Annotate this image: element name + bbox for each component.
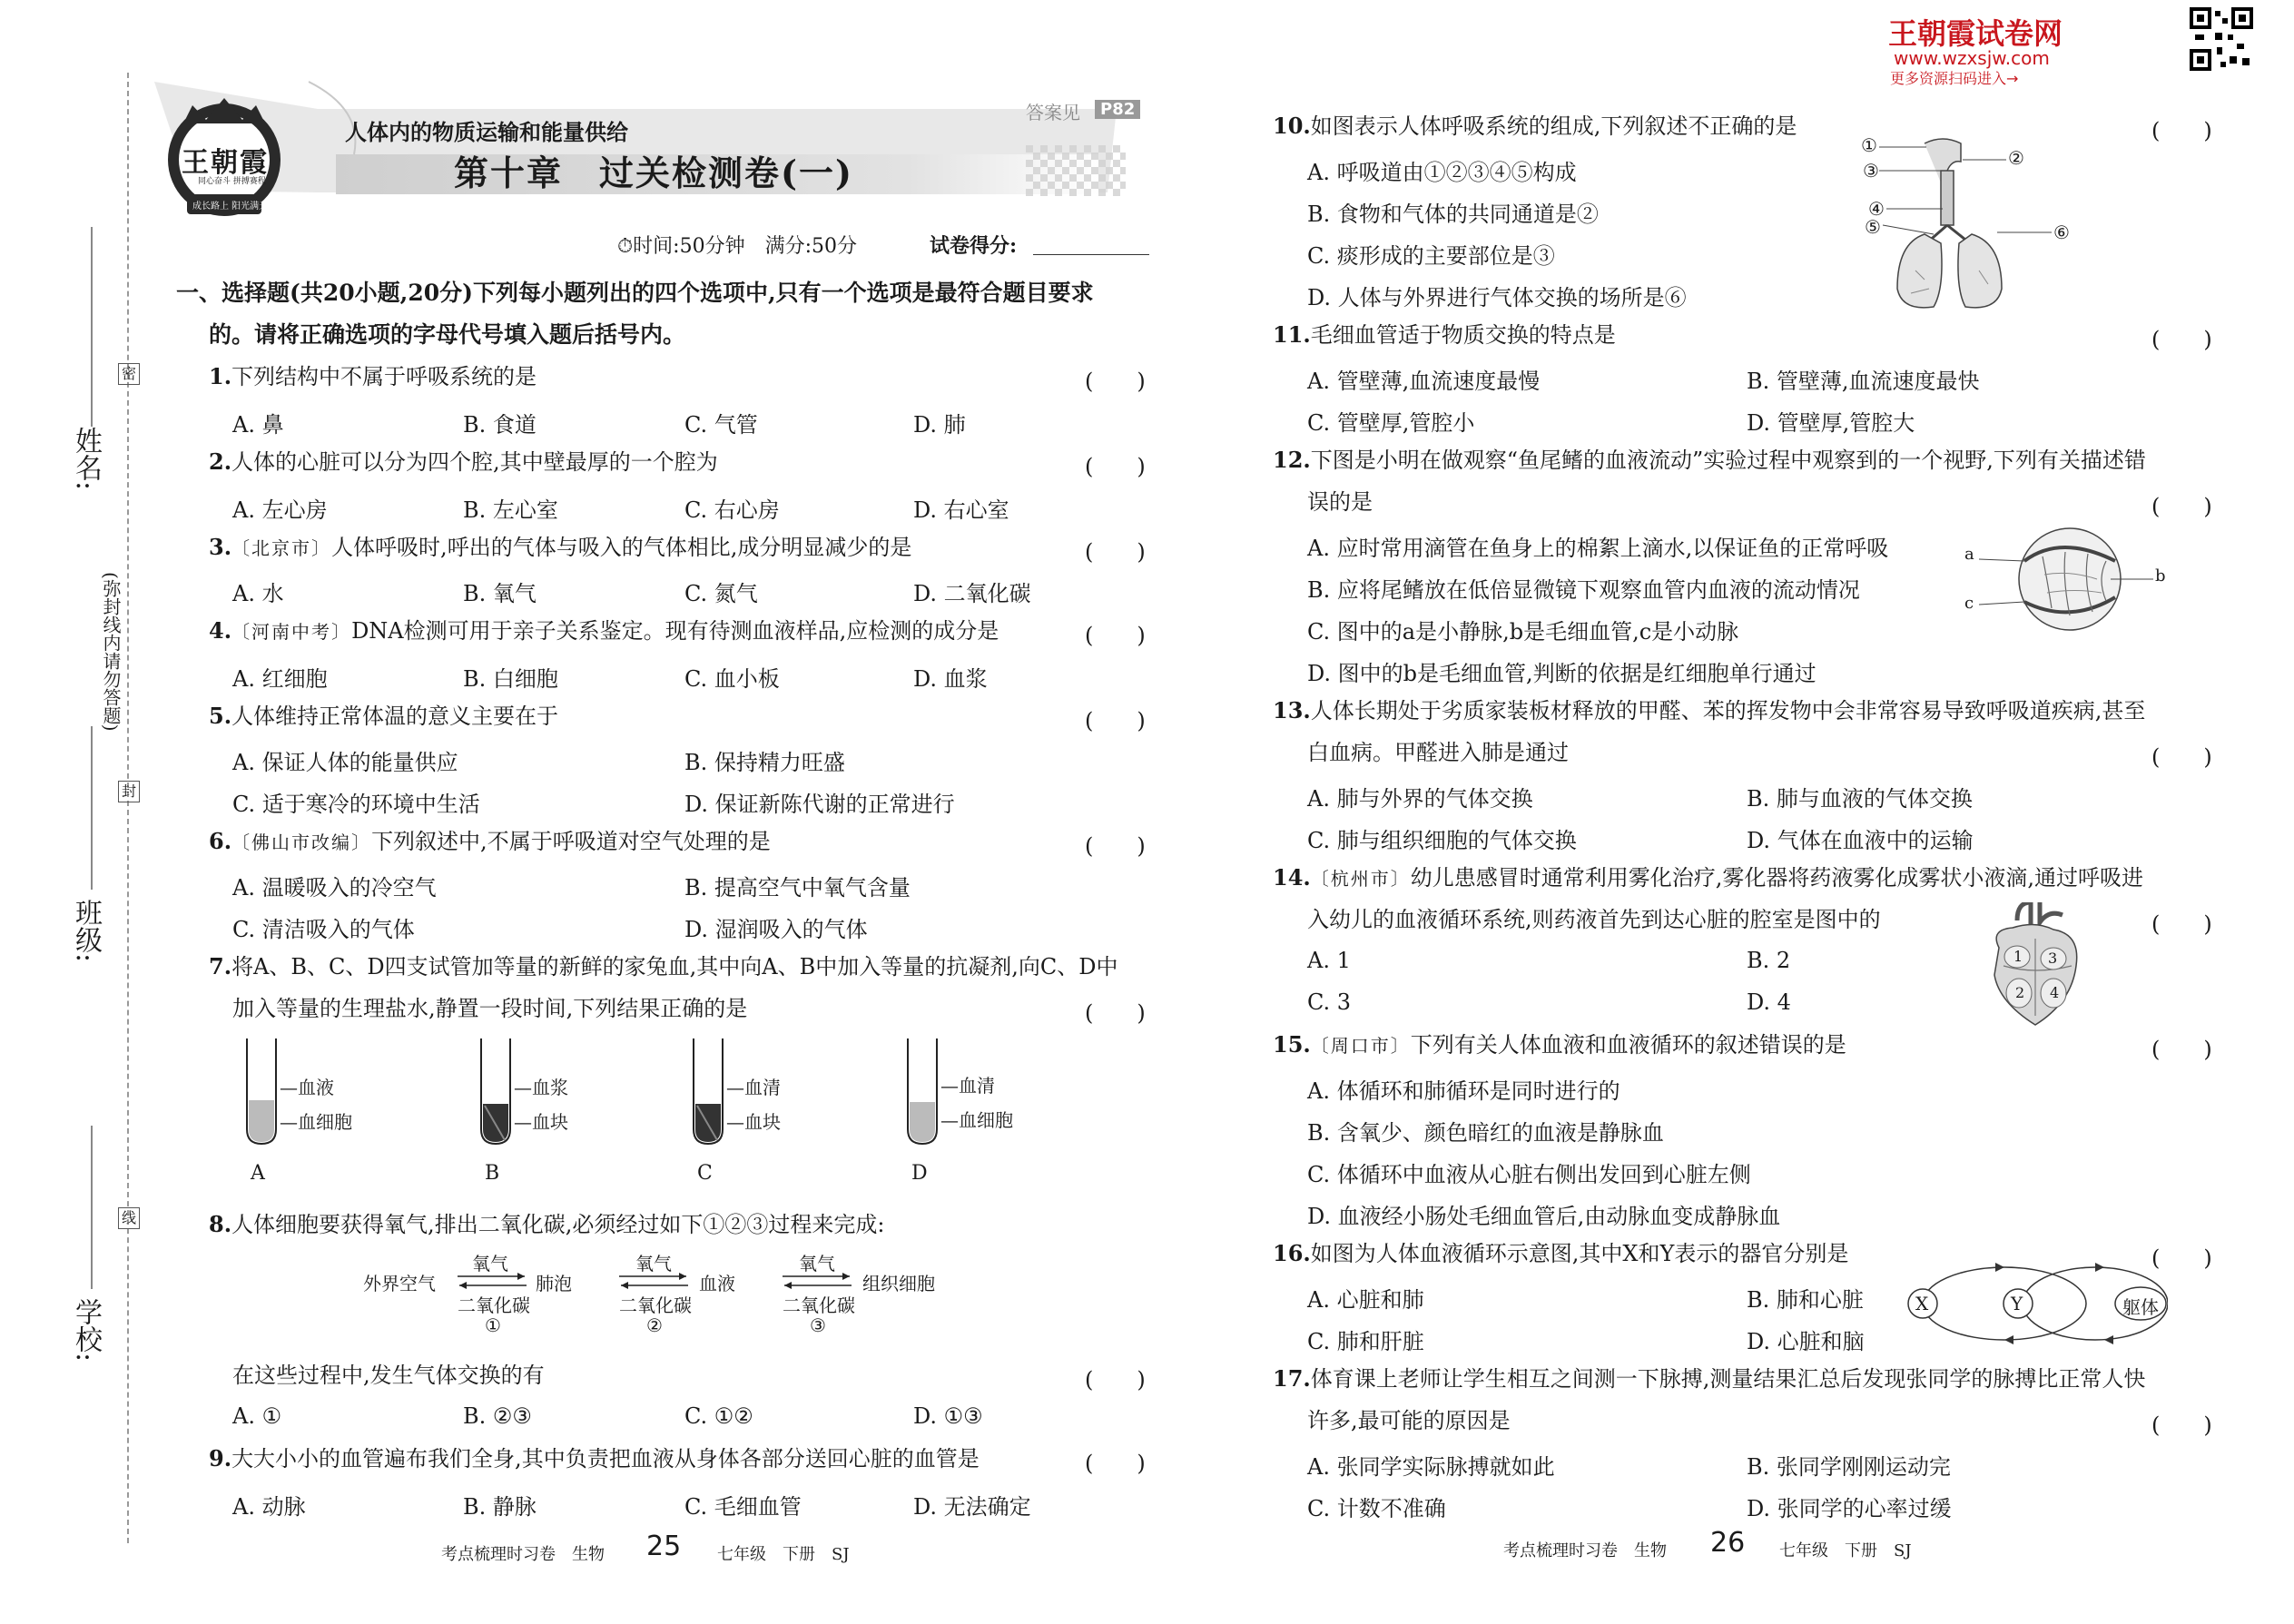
logo-sub1: 同心奋斗 拼搏赛程 bbox=[198, 177, 266, 186]
question-text: 下列叙述中,不属于呼吸道对空气处理的是 bbox=[371, 829, 771, 854]
source-tag: 〔周口市〕 bbox=[1310, 1035, 1411, 1057]
question-13-line2: 白血病。甲醛进入肺是通过 bbox=[1307, 740, 1569, 765]
option-1a[interactable]: A. 鼻 bbox=[232, 412, 284, 438]
question-number: 1. bbox=[209, 363, 232, 389]
question-number: 11. bbox=[1273, 321, 1311, 348]
question-number: 15. bbox=[1273, 1031, 1311, 1058]
option-11b[interactable]: B. 管壁薄,血流速度最快 bbox=[1747, 369, 1980, 394]
option-9c[interactable]: C. 毛细血管 bbox=[684, 1494, 802, 1520]
option-3b[interactable]: B. 氧气 bbox=[463, 581, 537, 606]
tube-figure-d: —血清 —血细胞 D bbox=[899, 1038, 1035, 1193]
option-1c[interactable]: C. 气管 bbox=[684, 412, 758, 438]
heart-label-3: 3 bbox=[2048, 950, 2058, 967]
respiratory-system-figure bbox=[1861, 134, 2097, 316]
option-6d[interactable]: D. 湿润吸入的气体 bbox=[684, 917, 868, 942]
gas-exchange-flow bbox=[363, 1249, 999, 1340]
answer-blank-12[interactable]: ( ) bbox=[2151, 494, 2212, 519]
flow-node-cells: 组织细胞 bbox=[862, 1273, 935, 1294]
option-16c[interactable]: C. 肺和肝脏 bbox=[1307, 1329, 1424, 1354]
resp-label-2: ② bbox=[2008, 147, 2024, 169]
question-17 bbox=[1273, 1365, 2145, 1393]
answer-blank-5[interactable]: ( ) bbox=[1085, 708, 1146, 733]
option-1d[interactable]: D. 肺 bbox=[913, 412, 966, 438]
option-10c[interactable]: C. 痰形成的主要部位是③ bbox=[1307, 243, 1555, 269]
answer-blank-17[interactable]: ( ) bbox=[2151, 1412, 2212, 1438]
option-15a[interactable]: A. 体循环和肺循环是同时进行的 bbox=[1307, 1078, 1620, 1104]
option-4c[interactable]: C. 血小板 bbox=[684, 666, 780, 692]
resp-label-1: ① bbox=[1861, 134, 1877, 156]
option-11d[interactable]: D. 管壁厚,管腔大 bbox=[1747, 410, 1915, 436]
fin-label-b: b bbox=[2155, 566, 2166, 586]
option-17d[interactable]: D. 张同学的心率过缓 bbox=[1747, 1496, 1952, 1521]
option-15b[interactable]: B. 含氧少、颜色暗红的血液是静脉血 bbox=[1307, 1120, 1664, 1146]
answer-blank-4[interactable]: ( ) bbox=[1085, 623, 1146, 648]
flow-down-3: 二氧化碳 bbox=[783, 1294, 855, 1316]
answer-blank-1[interactable]: ( ) bbox=[1085, 369, 1146, 394]
option-2d[interactable]: D. 右心室 bbox=[913, 497, 1009, 523]
answer-blank-16[interactable]: ( ) bbox=[2151, 1245, 2212, 1271]
circ-label-x: X bbox=[1915, 1293, 1929, 1314]
footer-right-series: 考点梳理时习卷 生物 bbox=[1503, 1541, 1667, 1560]
option-10a[interactable]: A. 呼吸道由①②③④⑤构成 bbox=[1307, 160, 1577, 185]
question-number: 2. bbox=[209, 448, 232, 475]
class-label: 班级: bbox=[70, 899, 102, 963]
tube-d-top: 血清 bbox=[959, 1075, 995, 1097]
tube-figure-a: —血液 —血细胞 A bbox=[238, 1038, 374, 1193]
question-number: 16. bbox=[1273, 1240, 1311, 1266]
answer-blank-9[interactable]: ( ) bbox=[1085, 1451, 1146, 1476]
tube-d-letter: D bbox=[911, 1162, 928, 1185]
score-field[interactable] bbox=[1033, 254, 1149, 255]
qr-code-icon[interactable] bbox=[2190, 7, 2253, 71]
question-7-line2: 加入等量的生理盐水,静置一段时间,下列结果正确的是 bbox=[232, 996, 748, 1021]
question-text: 如图为人体血液循环示意图,其中X和Y表示的器官分别是 bbox=[1310, 1241, 1849, 1266]
source-tag: 〔河南中考〕 bbox=[231, 621, 352, 643]
question-12 bbox=[1273, 447, 2146, 474]
footer-left-grade: 七年级 下册 SJ bbox=[717, 1545, 850, 1564]
option-4a[interactable]: A. 红细胞 bbox=[232, 666, 328, 692]
question-number: 6. bbox=[209, 828, 232, 854]
flow-up-3: 氧气 bbox=[799, 1253, 835, 1275]
question-text: 人体呼吸时,呼出的气体与吸入的气体相比,成分明显减少的是 bbox=[331, 535, 912, 560]
flow-up-2: 氧气 bbox=[635, 1253, 672, 1275]
question-12-line2: 误的是 bbox=[1307, 489, 1373, 515]
option-6a[interactable]: A. 温暖吸入的冷空气 bbox=[232, 875, 437, 901]
heart-label-1: 1 bbox=[2013, 948, 2023, 965]
answer-blank-7[interactable]: ( ) bbox=[1085, 1000, 1146, 1026]
source-tag: 〔佛山市改编〕 bbox=[231, 832, 372, 853]
option-16a[interactable]: A. 心脏和肺 bbox=[1307, 1287, 1424, 1313]
circ-label-body: 躯体 bbox=[2122, 1296, 2159, 1318]
option-9b[interactable]: B. 静脉 bbox=[463, 1494, 537, 1520]
circ-label-y: Y bbox=[2011, 1293, 2023, 1314]
resp-label-5: ⑤ bbox=[1865, 216, 1881, 238]
score-label: 试卷得分: bbox=[930, 234, 1018, 258]
question-number: 3. bbox=[209, 534, 232, 560]
option-17c[interactable]: C. 计数不准确 bbox=[1307, 1496, 1446, 1521]
chapter-subtitle: 人体内的物质运输和能量供给 bbox=[345, 119, 628, 145]
name-label: 姓名: bbox=[70, 427, 102, 491]
option-16d[interactable]: D. 心脏和脑 bbox=[1747, 1329, 1865, 1354]
tube-c-bottom: 血块 bbox=[744, 1111, 781, 1133]
question-text: 毛细血管适于物质交换的特点是 bbox=[1310, 322, 1616, 348]
option-12a[interactable]: A. 应时常用滴管在鱼身上的棉絮上滴水,以保证鱼的正常呼吸 bbox=[1307, 536, 1889, 561]
option-17b[interactable]: B. 张同学刚刚运动完 bbox=[1747, 1454, 1951, 1480]
resp-label-3: ③ bbox=[1863, 160, 1879, 182]
question-text: 人体长期处于劣质家装板材释放的甲醛、苯的挥发物中会非常容易导致呼吸道疾病,甚至 bbox=[1310, 698, 2146, 723]
question-text: 人体维持正常体温的意义主要在于 bbox=[231, 704, 559, 729]
option-2a[interactable]: A. 左心房 bbox=[232, 497, 328, 523]
watermark-url: www.wzxsjw.com bbox=[1894, 47, 2050, 69]
section-title-2: 的。请将正确选项的字母代号填入题后括号内。 bbox=[209, 321, 686, 348]
option-3a[interactable]: A. 水 bbox=[232, 581, 284, 606]
question-15 bbox=[1273, 1031, 1846, 1059]
option-13c[interactable]: C. 肺与组织细胞的气体交换 bbox=[1307, 828, 1577, 853]
question-16 bbox=[1273, 1240, 1848, 1267]
flow-step-1: ① bbox=[485, 1314, 501, 1336]
question-number: 17. bbox=[1273, 1365, 1311, 1392]
footer-left-page: 25 bbox=[646, 1530, 682, 1562]
blood-circulation-figure bbox=[1905, 1260, 2168, 1351]
tube-b-letter: B bbox=[485, 1162, 500, 1185]
option-9a[interactable]: A. 动脉 bbox=[232, 1494, 306, 1520]
watermark-hint: 更多资源扫码进入→ bbox=[1890, 70, 2019, 87]
section-title: 一、选择题(共20小题,20分)下列每小题列出的四个选项中,只有一个选项是最符合题目要求 bbox=[176, 280, 1094, 306]
seal-char-mi: 密 bbox=[118, 363, 140, 385]
option-5b[interactable]: B. 保持精力旺盛 bbox=[684, 750, 845, 775]
fish-fin-microscope-figure bbox=[1961, 525, 2170, 634]
seal-char-feng: 封 bbox=[118, 781, 140, 802]
flow-up-1: 氧气 bbox=[472, 1253, 508, 1275]
question-number: 8. bbox=[209, 1211, 232, 1237]
flow-node-blood: 血液 bbox=[699, 1273, 735, 1294]
option-5c[interactable]: C. 适于寒冷的环境中生活 bbox=[232, 792, 480, 817]
footer-right-grade: 七年级 下册 SJ bbox=[1779, 1541, 1912, 1560]
question-14 bbox=[1273, 864, 2143, 892]
question-text: 人体细胞要获得氧气,排出二氧化碳,必须经过如下①②③过程来完成: bbox=[231, 1212, 885, 1237]
watermark-brand: 王朝霞试卷网 bbox=[1888, 16, 2063, 51]
question-number: 10. bbox=[1273, 113, 1311, 139]
resp-label-6: ⑥ bbox=[2053, 221, 2070, 243]
option-12d[interactable]: D. 图中的b是毛细血管,判断的依据是红细胞单行通过 bbox=[1307, 661, 1816, 686]
question-number: 4. bbox=[209, 617, 232, 644]
tube-a-letter: A bbox=[251, 1162, 265, 1185]
option-11c[interactable]: C. 管壁厚,管腔小 bbox=[1307, 410, 1475, 436]
flow-node-alveoli: 肺泡 bbox=[536, 1273, 572, 1294]
question-11 bbox=[1273, 321, 1616, 349]
question-text: 幼儿患感冒时通常利用雾化治疗,雾化器将药液雾化成雾状小液滴,通过呼吸进 bbox=[1410, 865, 2144, 891]
option-6b[interactable]: B. 提高空气中氧气含量 bbox=[684, 875, 911, 901]
answer-blank-14[interactable]: ( ) bbox=[2151, 911, 2212, 937]
question-text: 下列有关人体血液和血液循环的叙述错误的是 bbox=[1410, 1032, 1846, 1058]
brand-logo bbox=[156, 87, 292, 223]
school-label: 学校: bbox=[70, 1298, 102, 1363]
footer-left-series: 考点梳理时习卷 生物 bbox=[441, 1545, 605, 1564]
answer-blank-3[interactable]: ( ) bbox=[1085, 539, 1146, 565]
option-6c[interactable]: C. 清洁吸入的气体 bbox=[232, 917, 415, 942]
option-2b[interactable]: B. 左心室 bbox=[463, 497, 558, 523]
option-11a[interactable]: A. 管壁薄,血流速度最慢 bbox=[1307, 369, 1541, 394]
option-9d[interactable]: D. 无法确定 bbox=[913, 1494, 1031, 1520]
question-number: 12. bbox=[1273, 447, 1311, 473]
question-text: 人体的心脏可以分为四个腔,其中壁最厚的一个腔为 bbox=[231, 449, 718, 475]
question-10 bbox=[1273, 113, 1797, 140]
question-17-line2: 许多,最可能的原因是 bbox=[1307, 1408, 1511, 1433]
question-number: 7. bbox=[209, 953, 232, 979]
answer-blank-6[interactable]: ( ) bbox=[1085, 833, 1146, 859]
question-7 bbox=[209, 953, 1117, 980]
school-line bbox=[91, 1126, 93, 1289]
option-13a[interactable]: A. 肺与外界的气体交换 bbox=[1307, 786, 1533, 812]
heart-figure bbox=[1981, 902, 2090, 1029]
option-4d[interactable]: D. 血浆 bbox=[913, 666, 988, 692]
footer-right-page: 26 bbox=[1710, 1527, 1746, 1559]
tube-figure-b: —血浆 —血块 B bbox=[472, 1038, 608, 1193]
seal-note: (弥封线内请勿答题) bbox=[100, 572, 122, 732]
logo-sub2: 成长路上 阳光满天 bbox=[192, 202, 269, 212]
option-14c[interactable]: C. 3 bbox=[1307, 989, 1352, 1015]
question-9 bbox=[209, 1445, 980, 1472]
answer-page-badge: P82 bbox=[1095, 100, 1140, 119]
question-text: 下图是小明在做观察“鱼尾鳍的血液流动”实验过程中观察到的一个视野,下列有关描述错 bbox=[1310, 448, 2146, 473]
seal-char-xian: 线 bbox=[118, 1207, 140, 1229]
answer-blank-13[interactable]: ( ) bbox=[2151, 744, 2212, 770]
question-1 bbox=[209, 363, 537, 390]
source-tag: 〔杭州市〕 bbox=[1310, 868, 1411, 890]
source-tag: 〔北京市〕 bbox=[231, 537, 332, 559]
option-15c[interactable]: C. 体循环中血液从心脏右侧出发回到心脏左侧 bbox=[1307, 1162, 1751, 1187]
question-8 bbox=[209, 1211, 884, 1238]
tube-a-top: 血液 bbox=[298, 1077, 334, 1098]
question-text: 体育课上老师让学生相互之间测一下脉搏,测量结果汇总后发现张同学的脉搏比正常人快 bbox=[1310, 1366, 2146, 1392]
option-2c[interactable]: C. 右心房 bbox=[684, 497, 780, 523]
fin-label-c: c bbox=[1964, 594, 1974, 613]
fin-label-a: a bbox=[1964, 545, 1974, 564]
option-17a[interactable]: A. 张同学实际脉搏就如此 bbox=[1307, 1454, 1555, 1480]
tube-b-top: 血浆 bbox=[532, 1077, 568, 1098]
tube-figure-c: —血清 —血块 C bbox=[684, 1038, 821, 1193]
exam-meta: ⏱时间:50分钟 满分:50分 bbox=[617, 235, 857, 258]
logo-text: 王朝霞 bbox=[182, 147, 269, 179]
option-8b[interactable]: B. ②③ bbox=[463, 1403, 532, 1429]
option-10b[interactable]: B. 食物和气体的共同通道是② bbox=[1307, 202, 1599, 227]
heart-label-4: 4 bbox=[2050, 984, 2060, 1001]
option-1b[interactable]: B. 食道 bbox=[463, 412, 537, 438]
option-8c[interactable]: C. ①② bbox=[684, 1403, 753, 1429]
question-number: 9. bbox=[209, 1445, 232, 1471]
question-text: 如图表示人体呼吸系统的组成,下列叙述不正确的是 bbox=[1310, 113, 1797, 139]
answer-ref: 答案见 bbox=[1026, 102, 1080, 123]
option-14d[interactable]: D. 4 bbox=[1747, 989, 1791, 1015]
flow-node-air: 外界空气 bbox=[363, 1273, 436, 1294]
flow-step-2: ② bbox=[646, 1314, 663, 1336]
question-number: 14. bbox=[1273, 864, 1311, 891]
option-12b[interactable]: B. 应将尾鳍放在低倍显微镜下观察血管内血液的流动情况 bbox=[1307, 577, 1860, 603]
option-14a[interactable]: A. 1 bbox=[1307, 948, 1351, 973]
question-3 bbox=[209, 534, 911, 562]
option-13b[interactable]: B. 肺与血液的气体交换 bbox=[1747, 786, 1973, 812]
answer-blank-15[interactable]: ( ) bbox=[2151, 1037, 2212, 1062]
question-text: 下列结构中不属于呼吸系统的是 bbox=[231, 364, 537, 389]
option-8d[interactable]: D. ①③ bbox=[913, 1403, 983, 1429]
name-line bbox=[91, 227, 93, 427]
question-text: DNA检测可用于亲子关系鉴定。现有待测血液样品,应检测的成分是 bbox=[351, 618, 999, 644]
option-12c[interactable]: C. 图中的a是小静脉,b是毛细血管,c是小动脉 bbox=[1307, 619, 1739, 645]
option-13d[interactable]: D. 气体在血液中的运输 bbox=[1747, 828, 1974, 853]
option-14b[interactable]: B. 2 bbox=[1747, 948, 1791, 973]
option-3d[interactable]: D. 二氧化碳 bbox=[913, 581, 1031, 606]
question-5 bbox=[209, 703, 558, 730]
answer-blank-8[interactable]: ( ) bbox=[1085, 1367, 1146, 1393]
option-5d[interactable]: D. 保证新陈代谢的正常进行 bbox=[684, 792, 955, 817]
question-6 bbox=[209, 828, 771, 856]
question-8-line2: 在这些过程中,发生气体交换的有 bbox=[232, 1363, 545, 1388]
question-14-line2: 入幼儿的血液循环系统,则药液首先到达心脏的腔室是图中的 bbox=[1307, 907, 1881, 932]
tube-b-bottom: 血块 bbox=[532, 1111, 568, 1133]
question-2 bbox=[209, 448, 718, 476]
answer-blank-10[interactable]: ( ) bbox=[2151, 118, 2212, 143]
question-number: 5. bbox=[209, 703, 232, 729]
tube-a-bottom: 血细胞 bbox=[298, 1111, 352, 1133]
tube-d-bottom: 血细胞 bbox=[959, 1109, 1013, 1131]
flow-down-1: 二氧化碳 bbox=[458, 1294, 530, 1316]
page-title: 第十章 过关检测卷(一) bbox=[454, 153, 853, 193]
question-4 bbox=[209, 617, 999, 645]
question-number: 13. bbox=[1273, 697, 1311, 723]
option-10d[interactable]: D. 人体与外界进行气体交换的场所是⑥ bbox=[1307, 285, 1687, 310]
option-5a[interactable]: A. 保证人体的能量供应 bbox=[232, 750, 458, 775]
option-4b[interactable]: B. 白细胞 bbox=[463, 666, 558, 692]
answer-blank-2[interactable]: ( ) bbox=[1085, 454, 1146, 479]
option-3c[interactable]: C. 氮气 bbox=[684, 581, 758, 606]
option-8a[interactable]: A. ① bbox=[232, 1403, 282, 1429]
flow-down-2: 二氧化碳 bbox=[619, 1294, 692, 1316]
heart-label-2: 2 bbox=[2015, 984, 2025, 1001]
flow-step-3: ③ bbox=[810, 1314, 826, 1336]
tube-c-top: 血清 bbox=[744, 1077, 781, 1098]
class-line bbox=[91, 726, 93, 890]
seal-line bbox=[127, 73, 129, 1543]
option-16b[interactable]: B. 肺和心脏 bbox=[1747, 1287, 1864, 1313]
answer-blank-11[interactable]: ( ) bbox=[2151, 327, 2212, 352]
resp-label-4: ④ bbox=[1868, 198, 1885, 220]
question-text: 将A、B、C、D四支试管加等量的新鲜的家兔血,其中向A、B中加入等量的抗凝剂,向C、D中 bbox=[231, 954, 1118, 979]
option-15d[interactable]: D. 血液经小肠处毛细血管后,由动脉血变成静脉血 bbox=[1307, 1204, 1781, 1229]
tube-c-letter: C bbox=[697, 1162, 713, 1185]
question-13 bbox=[1273, 697, 2145, 724]
question-text: 大大小小的血管遍布我们全身,其中负责把血液从身体各部分送回心脏的血管是 bbox=[231, 1446, 980, 1471]
